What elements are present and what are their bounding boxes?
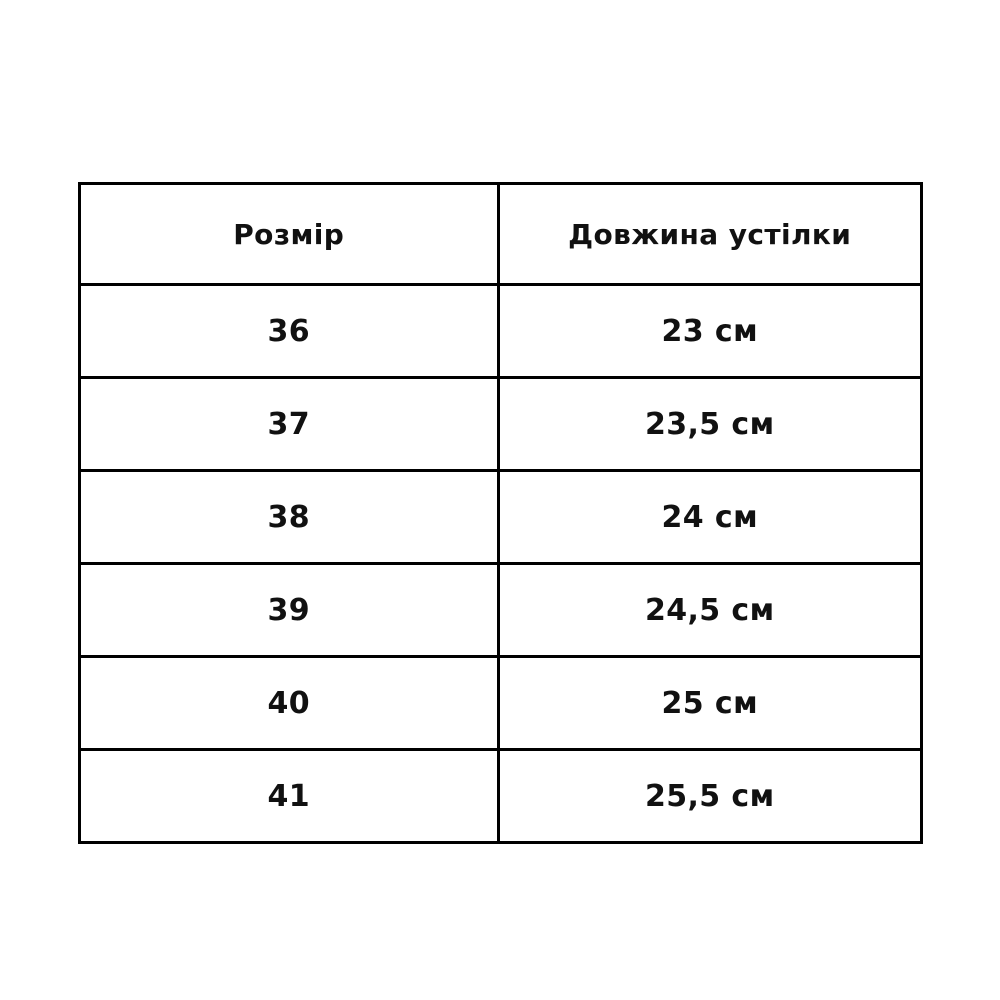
table-body bbox=[80, 285, 922, 843]
cell-length: 23 см bbox=[498, 285, 922, 378]
column-header-size: Розмір bbox=[80, 184, 499, 285]
size-table bbox=[78, 182, 923, 844]
cell-size: 41 bbox=[80, 750, 499, 843]
table-row bbox=[80, 564, 922, 657]
table-header-row bbox=[80, 184, 922, 285]
cell-length: 25,5 см bbox=[498, 750, 922, 843]
cell-length: 23,5 см bbox=[498, 378, 922, 471]
cell-length: 25 см bbox=[498, 657, 922, 750]
table-row bbox=[80, 471, 922, 564]
cell-length: 24 см bbox=[498, 471, 922, 564]
table-row bbox=[80, 378, 922, 471]
cell-size: 38 bbox=[80, 471, 499, 564]
cell-size: 39 bbox=[80, 564, 499, 657]
cell-size: 36 bbox=[80, 285, 499, 378]
table-header bbox=[80, 184, 922, 285]
table-row bbox=[80, 750, 922, 843]
column-header-insole-length: Довжина устілки bbox=[498, 184, 922, 285]
table-row bbox=[80, 657, 922, 750]
table-row bbox=[80, 285, 922, 378]
cell-length: 24,5 см bbox=[498, 564, 922, 657]
cell-size: 37 bbox=[80, 378, 499, 471]
cell-size: 40 bbox=[80, 657, 499, 750]
size-table-container bbox=[78, 182, 923, 844]
